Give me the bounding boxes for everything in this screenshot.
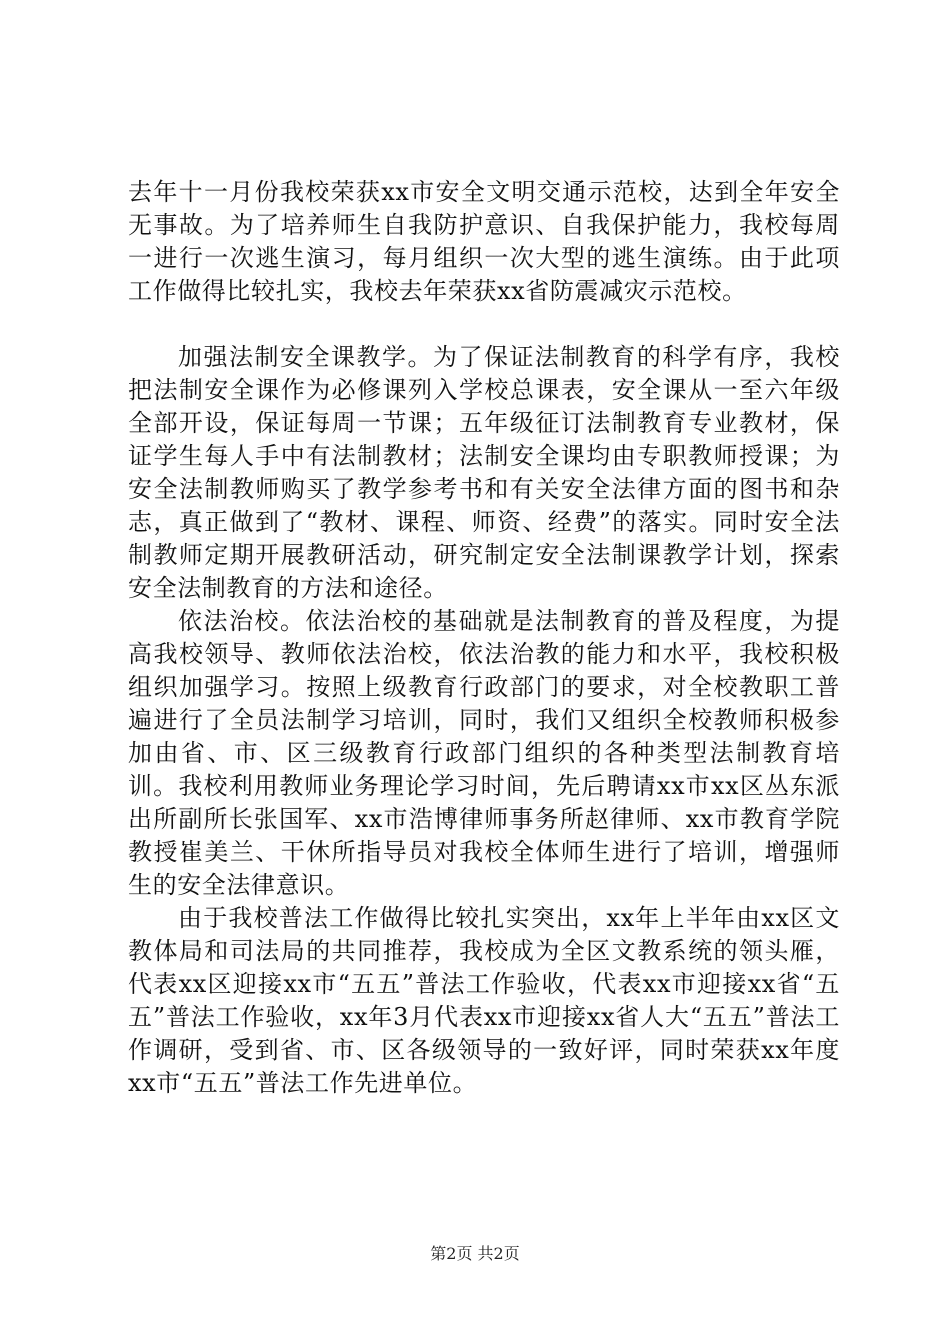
- paragraph-3: 依法治校。依法治校的基础就是法制教育的普及程度，为提高我校领导、教师依法治校，依法治教的能力和水平，我校积极组织加强学习。按照上级教育行政部门的要求，对全校教职工普遍进行了全员法制学习培训，同时，我们又组织全校教师积极参加由省、市、区三级教育行政部门组织的各种类型法制教育培训。我校利用教师业务理论学习时间，先后聘请xx市xx区丛东派出所副所长张国军、xx市浩博律师事务所赵律师、xx市教育学院教授崔美兰、干休所指导员对我校全体师生进行了培训，增强师生的安全法律意识。: [128, 607, 840, 899]
- paragraph-4: 由于我校普法工作做得比较扎实突出，xx年上半年由xx区文教体局和司法局的共同推荐，我校成为全区文教系统的领头雁，代表xx区迎接xx市“五五”普法工作验收，代表xx市迎接xx省“五五”普法工作验收，xx年3月代表xx市迎接xx省人大“五五”普法工作调研，受到省、市、区各级领导的一致好评，同时荣获xx年度xx市“五五”普法工作先进单位。: [128, 904, 840, 1097]
- page-number-footer: 第2页 共2页: [430, 1244, 520, 1263]
- paragraph-2: 加强法制安全课教学。为了保证法制教育的科学有序，我校把法制安全课作为必修课列入学校总课表，安全课从一至六年级全部开设，保证每周一节课；五年级征订法制教育专业教材，保证学生每人手中有法制教材；法制安全课均由专职教师授课；为安全法制教师购买了教学参考书和有关安全法律方面的图书和杂志，真正做到了“教材、课程、师资、经费”的落实。同时安全法制教师定期开展教研活动，研究制定安全法制课教学计划，探索安全法制教育的方法和途径。: [128, 343, 840, 602]
- document-body: [128, 176, 840, 1100]
- paragraph-1: 去年十一月份我校荣获xx市安全文明交通示范校，达到全年安全无事故。为了培养师生自我防护意识、自我保护能力，我校每周一进行一次逃生演习，每月组织一次大型的逃生演练。由于此项工作做得比较扎实，我校去年荣获xx省防震减灾示范校。: [128, 178, 840, 305]
